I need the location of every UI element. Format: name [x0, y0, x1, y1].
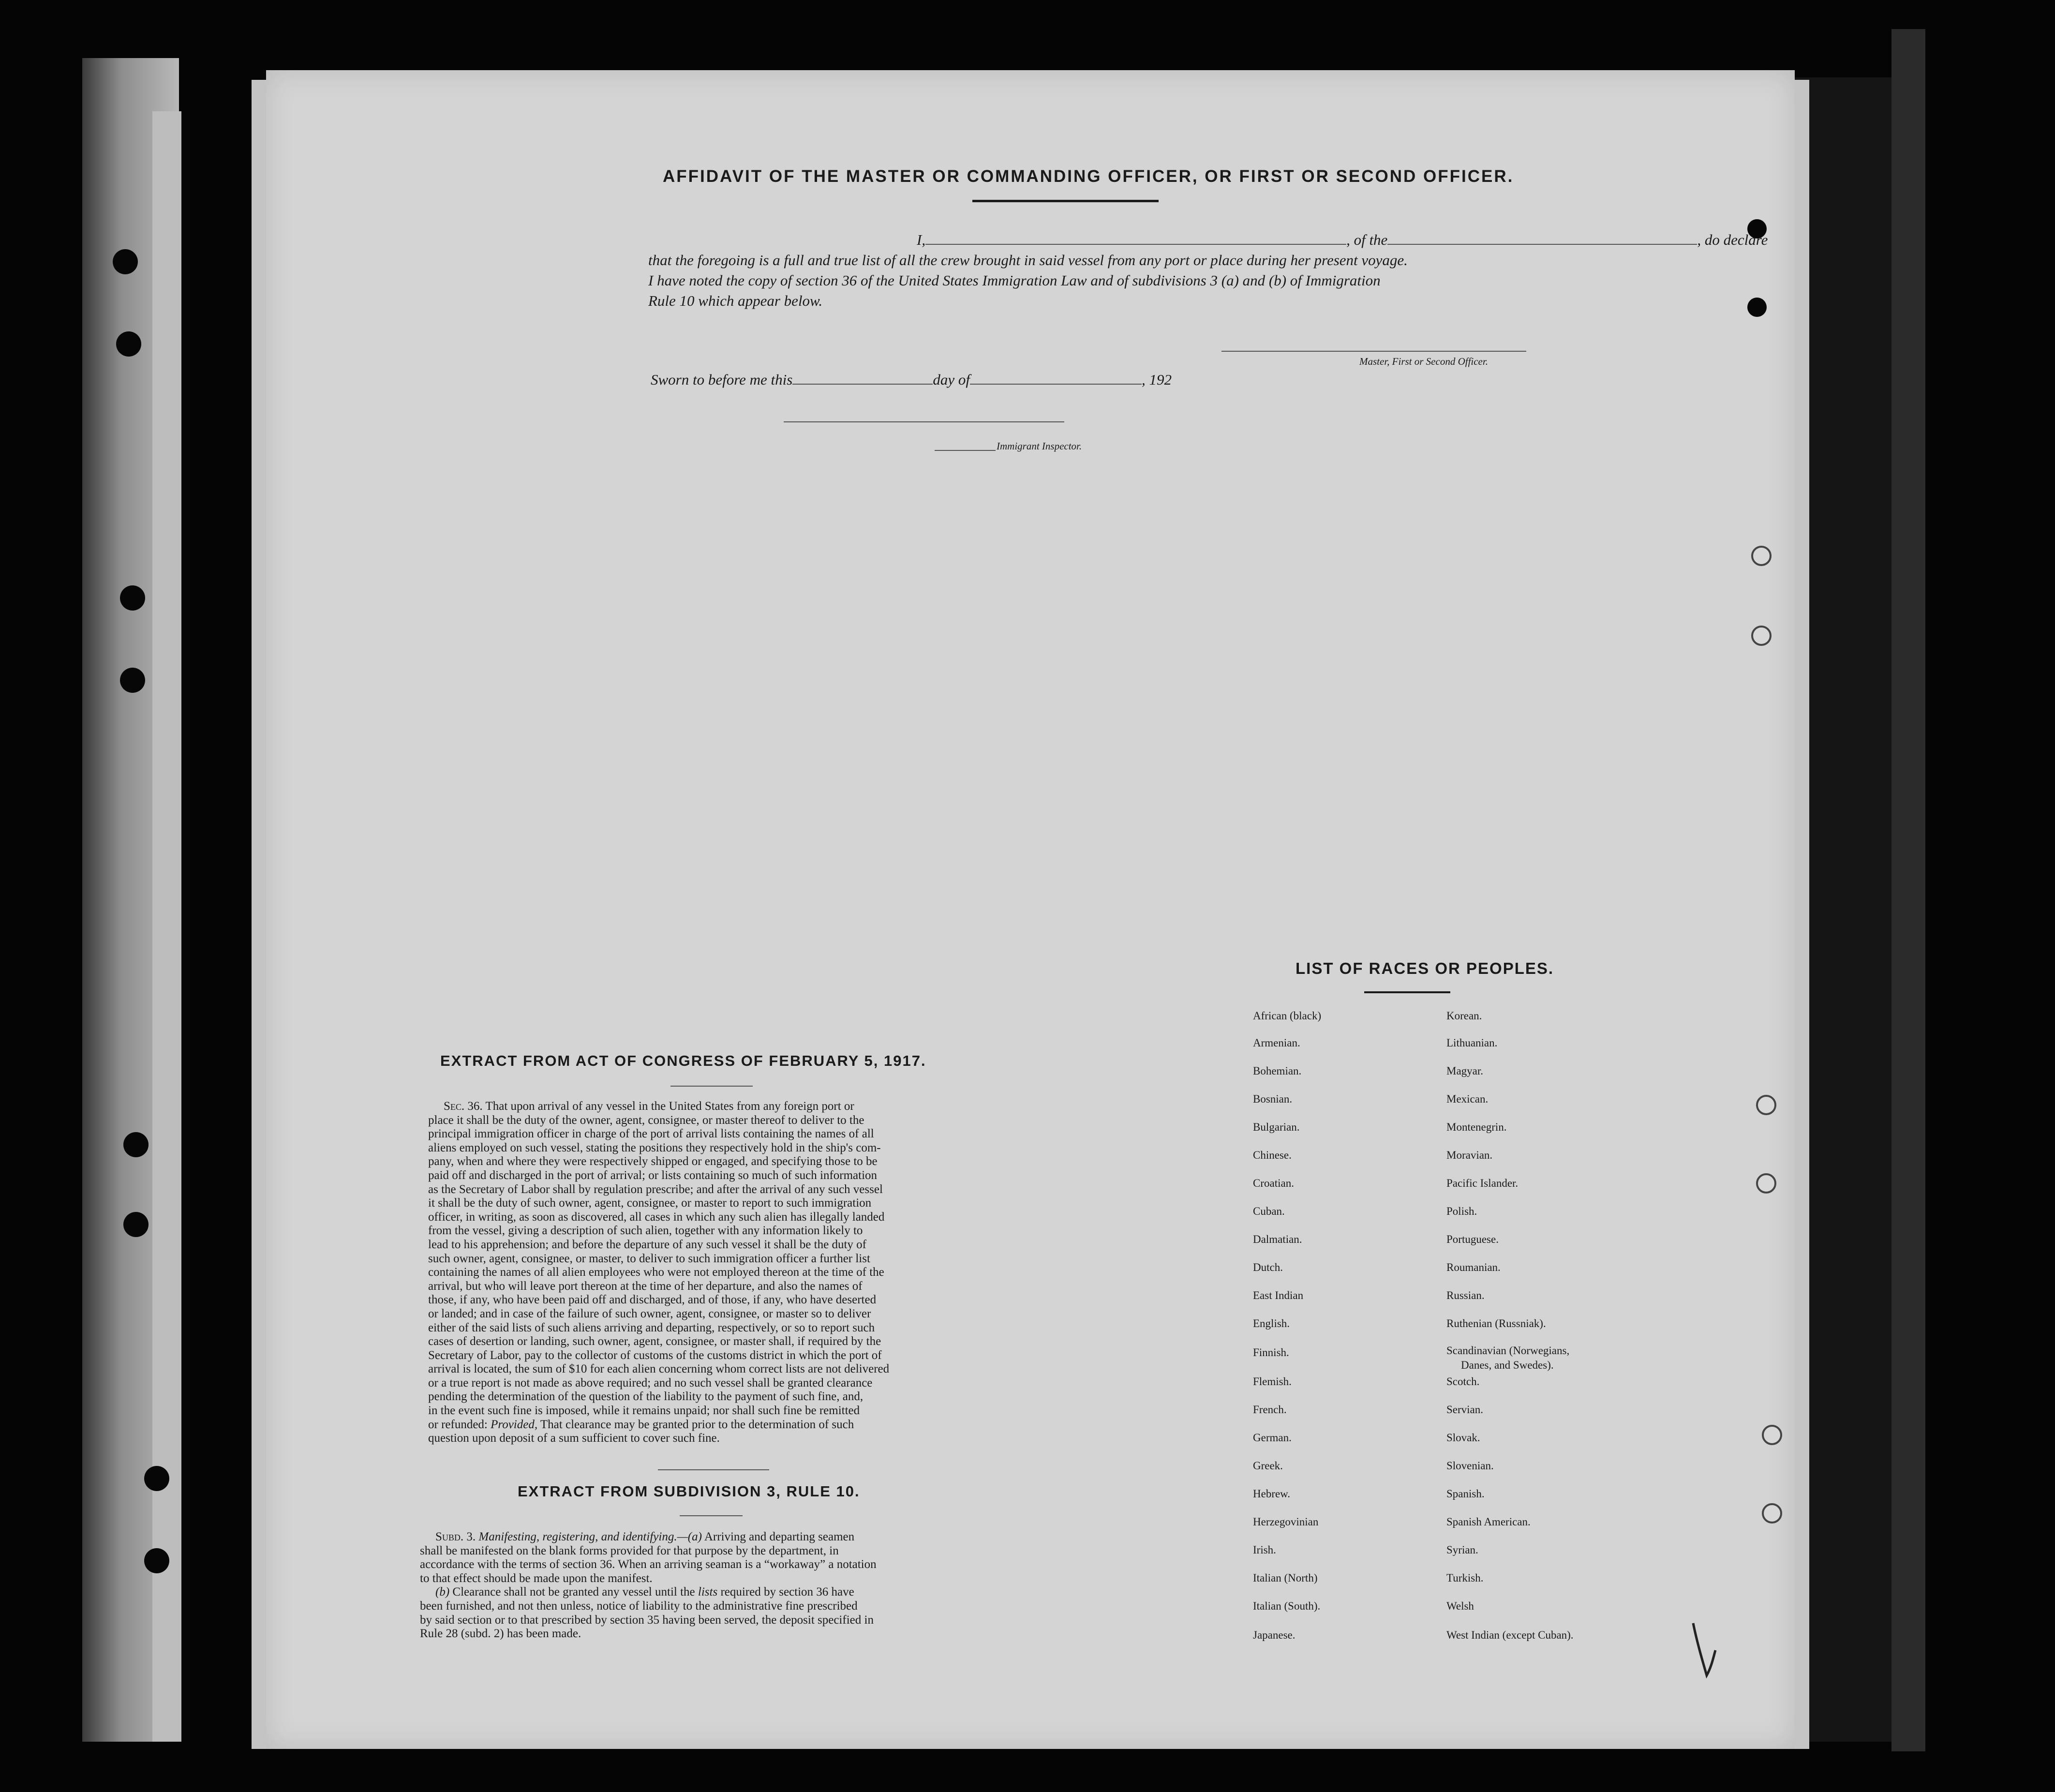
document-page	[266, 70, 1795, 1749]
race-item: Japanese.	[1253, 1629, 1296, 1641]
binder-hole	[123, 1212, 149, 1237]
punch-hole	[1751, 626, 1772, 646]
handwritten-mark	[1683, 1618, 1727, 1681]
inspector-line[interactable]	[784, 421, 1064, 422]
race-item: Spanish.	[1446, 1488, 1485, 1500]
race-item: Mexican.	[1446, 1093, 1489, 1105]
races-title: LIST OF RACES OR PEOPLES.	[1296, 959, 1554, 977]
punch-hole	[1756, 1173, 1776, 1194]
race-item: Hebrew.	[1253, 1488, 1291, 1500]
affidavit-title: AFFIDAVIT OF THE MASTER OR COMMANDING OFFICER, OR FIRST OR SECOND OFFICER.	[663, 167, 1514, 186]
race-item: Spanish American.	[1446, 1516, 1531, 1528]
punch-hole	[1762, 1503, 1782, 1523]
act-line: those, if any, who have been paid off and discharged, and of those, if any, who have deserted	[428, 1293, 877, 1307]
subd-3-label: Subd. 3.	[435, 1530, 476, 1543]
affidavit-line-1: that the foregoing is a full and true list of all the crew brought in said vessel from any port or place during her present voyage.	[648, 252, 1408, 269]
sworn-line	[651, 371, 1172, 388]
signature-label: Master, First or Second Officer.	[1359, 356, 1488, 367]
affidavit-declaration	[648, 230, 1768, 311]
race-item: Chinese.	[1253, 1149, 1292, 1161]
extract-act-title: EXTRACT FROM ACT OF CONGRESS OF FEBRUARY 5, 1917.	[440, 1052, 926, 1069]
act-line: arrival, but who will leave port thereon at the time of her departure, and also the names of	[428, 1279, 863, 1293]
race-item: Pacific Islander.	[1446, 1177, 1519, 1189]
race-item: African (black)	[1253, 1010, 1322, 1022]
vessel-blank[interactable]	[1387, 244, 1697, 245]
race-item: Flemish.	[1253, 1375, 1292, 1388]
race-item: Bulgarian.	[1253, 1121, 1300, 1133]
act-line: That upon arrival of any vessel in the United States from any foreign port or	[485, 1100, 854, 1113]
race-item: Irish.	[1253, 1544, 1276, 1556]
rule-line: by said section or to that prescribed by section 35 having been served, the deposit specified in	[420, 1613, 874, 1627]
act-line: from the vessel, giving a description of such alien, together with any information likely to	[428, 1224, 863, 1238]
binder-hole	[123, 1132, 149, 1157]
race-item: Korean.	[1446, 1010, 1482, 1022]
rule-line: shall be manifested on the blank forms provided for that purpose by the department, in	[420, 1544, 839, 1557]
act-line: That clearance may be granted prior to the determination of such	[540, 1418, 854, 1431]
affidavit-i: I,	[917, 231, 926, 248]
race-item: Danes, and Swedes).	[1461, 1359, 1554, 1371]
race-item: Servian.	[1446, 1404, 1484, 1416]
extract-act-end-rule	[658, 1469, 769, 1470]
act-line: such owner, agent, consignee, or master, to deliver to such immigration officer a further list	[428, 1252, 870, 1265]
race-item: English.	[1253, 1317, 1290, 1329]
act-line: paid off and discharged in the port of arrival; or lists containing so much of such information	[428, 1168, 878, 1182]
signature-line[interactable]	[1221, 351, 1526, 352]
race-item: Moravian.	[1446, 1149, 1493, 1161]
year-label: , 192	[1141, 371, 1172, 388]
rule-line: Clearance shall not be granted any vessel until the	[452, 1585, 695, 1599]
race-item: Scandinavian (Norwegians,	[1446, 1344, 1570, 1357]
race-item: Scotch.	[1446, 1375, 1480, 1388]
sworn-label: Sworn to before me this	[651, 371, 793, 388]
section-36-text	[428, 1100, 988, 1446]
race-item: German.	[1253, 1432, 1292, 1444]
race-item: Croatian.	[1253, 1177, 1294, 1189]
affidavit-line-3: Rule 10 which appear below.	[648, 292, 823, 309]
rule-line: required by section 36 have	[720, 1585, 854, 1599]
act-provided: Provided,	[491, 1418, 538, 1431]
races-left-column	[1253, 1010, 1413, 1706]
act-line: it shall be the duty of such owner, agent, consignee, or master to report to such immigration	[428, 1196, 872, 1210]
inspector-short-line	[935, 450, 996, 451]
rule-line: Arriving and departing seamen	[704, 1530, 855, 1543]
subdivision-3-text	[420, 1530, 990, 1641]
race-item: Finnish.	[1253, 1346, 1289, 1359]
affidavit-do-declare: , do declare	[1697, 231, 1768, 248]
race-item: Cuban.	[1253, 1205, 1285, 1217]
act-line: officer, in writing, as soon as discovered, all cases in which any such alien has illegally landed	[428, 1210, 885, 1224]
inspector-label: Immigrant Inspector.	[997, 440, 1082, 452]
punch-hole	[1751, 546, 1772, 566]
act-line: arrival is located, the sum of $10 for each alien concerning whom correct lists are not delivered	[428, 1362, 890, 1376]
rule-b-label: (b)	[435, 1585, 450, 1599]
act-line: or refunded:	[428, 1418, 488, 1431]
race-item: Polish.	[1446, 1205, 1477, 1217]
race-item: Herzegovinian	[1253, 1516, 1319, 1528]
race-item: Magyar.	[1446, 1065, 1484, 1077]
race-item: West Indian (except Cuban).	[1446, 1629, 1574, 1641]
race-item: Turkish.	[1446, 1572, 1484, 1584]
races-title-rule	[1364, 991, 1450, 993]
race-item: French.	[1253, 1404, 1287, 1416]
punch-hole	[1747, 298, 1767, 317]
extract-rule-title: EXTRACT FROM SUBDIVISION 3, RULE 10.	[518, 1483, 860, 1500]
race-item: Bosnian.	[1253, 1093, 1293, 1105]
binder-hole	[120, 585, 145, 611]
subd-3-heading: Manifesting, registering, and identifying.—(a)	[478, 1530, 702, 1543]
race-item: East Indian	[1253, 1289, 1304, 1301]
rule-line: accordance with the terms of section 36. When an arriving seaman is a “workaway” a notation	[420, 1558, 877, 1571]
race-item: Italian (North)	[1253, 1572, 1318, 1584]
act-line: aliens employed on such vessel, stating the positions they respectively hold in the ship's com-	[428, 1141, 881, 1154]
race-item: Roumanian.	[1446, 1261, 1501, 1273]
act-line: as the Secretary of Labor shall by regulation prescribe; and after the arrival of any such vessel	[428, 1182, 883, 1196]
act-line: cases of desertion or landing, such owner, agent, consignee, or master shall, if required by the	[428, 1335, 881, 1348]
act-line: pending the determination of the question of the liability to the payment of such fine, and,	[428, 1390, 864, 1404]
affidavit-of-the: , of the	[1346, 231, 1388, 248]
scan-left-strip	[152, 111, 181, 1742]
rule-line: Rule 28 (subd. 2) has been made.	[420, 1627, 581, 1641]
race-item: Dutch.	[1253, 1261, 1283, 1273]
act-line: principal immigration officer in charge of the port of arrival lists containing the names of all	[428, 1127, 874, 1141]
sec-36-label: Sec. 36.	[444, 1100, 483, 1113]
binder-hole	[144, 1548, 169, 1573]
sworn-day-blank[interactable]	[792, 384, 933, 385]
rule-line: to that effect should be made upon the manifest.	[420, 1571, 653, 1585]
act-line: question upon deposit of a sum sufficient to cover such fine.	[428, 1432, 720, 1445]
extract-act-rule	[670, 1086, 753, 1087]
extract-rule-title-rule	[680, 1515, 743, 1516]
act-line: or landed; and in case of the failure of such owner, agent, consignee, or master so to deliver	[428, 1307, 871, 1320]
binder-hole	[144, 1466, 169, 1491]
act-line: containing the names of all alien employees who were not employed thereon at the time of the	[428, 1266, 884, 1279]
race-item: Bohemian.	[1253, 1065, 1302, 1077]
punch-hole	[1762, 1425, 1782, 1445]
act-line: in the event such fine is imposed, while it remains unpaid; nor shall such fine be remitted	[428, 1404, 860, 1418]
day-of-label: day of	[933, 371, 970, 388]
race-item: Portuguese.	[1446, 1233, 1499, 1245]
binder-hole	[120, 668, 145, 693]
act-line: lead to his apprehension; and before the departure of any such vessel it shall be the duty of	[428, 1238, 866, 1251]
name-blank[interactable]	[925, 244, 1346, 245]
affidavit-title-rule	[972, 200, 1159, 202]
rule-lists: lists	[698, 1585, 718, 1599]
act-line: place it shall be the duty of the owner, agent, consignee, or master thereof to deliver to the	[428, 1113, 864, 1127]
race-item: Italian (South).	[1253, 1600, 1321, 1612]
act-line: Secretary of Labor, pay to the collector of customs of the customs district in which the port of	[428, 1348, 882, 1362]
race-item: Ruthenian (Russniak).	[1446, 1317, 1546, 1329]
race-item: Greek.	[1253, 1460, 1283, 1472]
binder-hole	[116, 331, 141, 357]
scan-right-edge	[1891, 29, 1925, 1751]
act-line: either of the said lists of such aliens arriving and departing, respectively, or so to report such	[428, 1321, 875, 1334]
race-item: Lithuanian.	[1446, 1037, 1498, 1049]
race-item: Dalmatian.	[1253, 1233, 1302, 1245]
races-right-column	[1442, 1010, 1645, 1706]
rule-line: been furnished, and not then unless, notice of liability to the administrative fine prescribed	[420, 1599, 858, 1613]
race-item: Welsh	[1446, 1600, 1474, 1612]
race-item: Montenegrin.	[1446, 1121, 1507, 1133]
act-line: pany, when and where they were respectively shipped or engaged, and specifying those to be	[428, 1155, 878, 1168]
race-item: Syrian.	[1446, 1544, 1478, 1556]
race-item: Armenian.	[1253, 1037, 1300, 1049]
binder-hole	[113, 249, 138, 274]
punch-hole	[1756, 1095, 1776, 1115]
affidavit-line-2: I have noted the copy of section 36 of the United States Immigration Law and of subdivisions 3 (a) and (b) of Immigration	[648, 272, 1381, 289]
race-item: Slovenian.	[1446, 1460, 1494, 1472]
race-item: Slovak.	[1446, 1432, 1480, 1444]
race-item: Russian.	[1446, 1289, 1485, 1301]
sworn-month-blank[interactable]	[970, 384, 1142, 385]
act-line: or a true report is not made as above required; and no such vessel shall be granted clearance	[428, 1376, 873, 1389]
